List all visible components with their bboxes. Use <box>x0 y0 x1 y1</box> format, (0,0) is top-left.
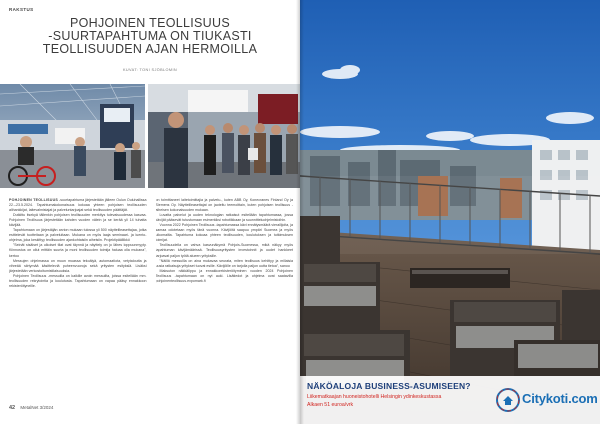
exhibition-photo-right <box>148 84 300 188</box>
article-body <box>9 198 293 398</box>
ad-headline: NÄKÖALOJA BUSINESS-ASUMISEEN? <box>307 381 471 391</box>
section-label: RAKSTUS <box>9 7 34 12</box>
paragraph: Dutkittu itsekyä tällenkin pohjoisen teollisuuden merkitys tulevaisuudessa kasvaa. Pohjoinen Teollisuus järjestetään kahden vuoden välein ja se kerää yli 14 tuhatta kävijää. <box>9 213 147 228</box>
paragraph: Vuonna 2022 Pohjoinen Teollisuus -tapahtumassa kävi ennätysmäärä vierailijoita, ja samaa odotetaan myös tänä vuonna. Kävijöitä saapuu ympäri Suomea ja myös ulkomailta. Tapahtuma kokoaa yhteen teollisuuden, koulutuksen ja tutkimuksen toimijat. <box>155 223 293 243</box>
paragraph: POHJOINEN TEOLLISUUS -suurtapahtuma järjestetään jälleen Oulun Ouluhallissa 22.–23.5.2024. Tapahtumakokonaisuus kokoaa yhteen pohjoisen teollisuuden alihankkijat, laitevalmistajat ja palveluntarjoajat sekä teollisuuden päättäjät. <box>9 198 147 213</box>
page-number: 42 <box>9 405 16 411</box>
photo-credit: KUVAT: TONI SJÖBLOMIN <box>122 68 178 72</box>
paragraph: "Näillä messuilla on aina mukavaa seurata, miten teollisuus kehittyy ja millaisia uusia ratkaisuja yritykset tuovat esille. Kävijöille on tarjolla paljon uutta tietoa", sanoo <box>155 258 293 268</box>
article-headline <box>20 17 280 57</box>
ad-description: Liikematkaajan huoneistohotelli Helsingin ydinkeskustassa <box>307 394 442 400</box>
headline-line-3: TEOLLISUUDEN AJAN HERMOILLA <box>42 42 258 57</box>
lead-in: POHJOINEN TEOLLISUUS <box>9 198 58 202</box>
paragraph: "Seinät sisäiset ja ulkoiset tilat ovat täynnä ja näyttely on jo lähes loppuunmyyty. Kiinnostus on ollut erittäin suurta ja moni teollisuuden toimija haluaa olla mukana", kertoo <box>9 243 147 258</box>
paragraph: Tapahtumaan on järjestäjän arvion mukaan tulossa yli 500 näytteilleasettajaa, jotka esittelevät tuotteitaan ja palveluitaan. Mukana on myös laaja seminaari- ja luento-ohjelma, joka keskittyy teollisuuden ajankohtaisiin aiheisiin. Projektipäällikkö <box>9 228 147 243</box>
paragraph: Teollisuudella on vahva kasvunäkymä Pohjois-Suomessa, mikä näkyy myös tapahtuman kävijämäärissä. Teollisuusyritysten investoinnit ja uudet hankkeet tarjoavat paljon työtä alueen yrityksille. <box>155 243 293 258</box>
ad-banner[interactable] <box>300 376 600 424</box>
logo-text: Citykoti.com <box>522 391 598 406</box>
headline-line-2: -SUURTAPAHTUMA ON TIUKASTI <box>48 29 252 44</box>
paragraph: on toimittaneet laitetoimittajia ja palvelu-, kuten ABB Oy, Konecranes Finland Oy ja Siemens Oy. Näytteilleasettajat on jaoteltu teemoittain, kuten pohjoisen teollisuus -aiheisen kokonaisuuden mukaan. <box>155 198 293 213</box>
paragraph: Luvatta palvelut ja uuden teknologian ratkaisut esitellään tapahtumassa, jossa kävijät pääsevät tutustumaan esimerkiksi robotiikkaan ja suunnitteluohjelmistoihin. <box>155 213 293 223</box>
article-column-1 <box>9 198 147 398</box>
magazine-name: MetalNet 3/2024 <box>20 405 54 410</box>
page-footer <box>9 405 53 411</box>
ad-price: Alkaen 51 euroa/vrk <box>307 402 354 408</box>
rooftop-terrace-photo <box>300 0 600 424</box>
paragraph: Maksuton näkkälippu ja ennakkorekisteröityminen vuoden 2024 Pohjoinen Teollisuus -tapahtumaan on nyt auki. Lisätiedot ja ohjelma ovat saatavilla pohjoinenteollisuus.expomark.fi <box>155 268 293 283</box>
right-page-ad <box>300 0 600 424</box>
citykoti-logo[interactable] <box>496 385 598 415</box>
exhibition-photo-left <box>0 84 145 188</box>
article-column-2 <box>156 198 294 398</box>
citykoti-logo-icon <box>496 388 520 412</box>
paragraph: Messujen ohjelmassa on muun muassa tekoälyä, automaatiota, vetytaloutta ja vihreää siirtymää käsitteleviä puheenvuoroja sekä yritysten esityksiä. Lisäksi järjestetään verkostoitumistilaisuuksia. <box>9 258 147 273</box>
paragraph: Pohjoinen Teollisuus -messuilla on kaikille avoin messuilta, joissa esitellään mm. teollisuuden rekrytointia ja koulutusta. Tapahtumaan on vapaa pääsy ennakkoon rekisteröityneille. <box>9 273 147 288</box>
headline-line-1: POHJOINEN TEOLLISUUS <box>70 16 230 30</box>
